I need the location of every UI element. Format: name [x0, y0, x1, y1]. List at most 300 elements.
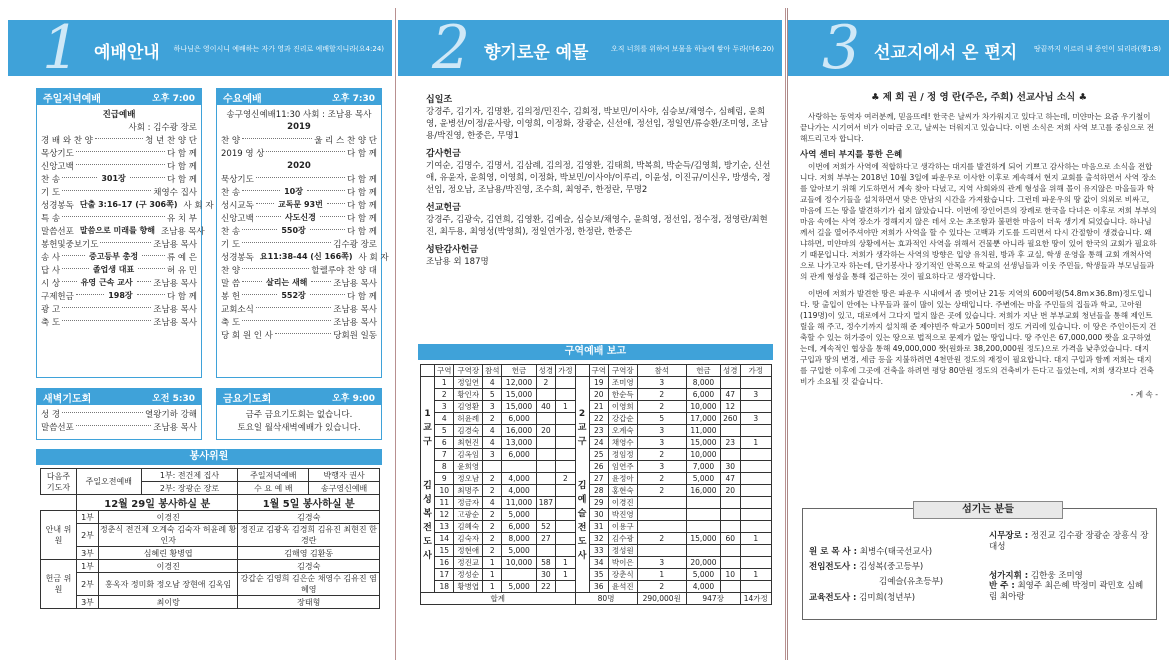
table-total-row [421, 593, 772, 605]
table-row [421, 425, 772, 437]
page-number: 2 [432, 13, 471, 83]
table-cell: 40 [536, 401, 555, 413]
leader-dots [266, 151, 344, 152]
row-label: 신앙고백 [41, 161, 74, 172]
table-cell: 박진영 [609, 509, 638, 521]
table-cell: 187 [536, 497, 555, 509]
table-cell: 47 [721, 473, 740, 485]
table-cell: 17,000 [686, 413, 720, 425]
table-cell [740, 521, 772, 533]
page-banner [398, 13, 782, 83]
service-row [221, 224, 377, 237]
table-cell: 고광순 [454, 509, 483, 521]
offering-names: 강경주, 김기자, 김명환, 김의정/민진수, 김회정, 박보민/이사야, 심승보/채영수, 심혜림, 윤희영, 윤병선/이정/윤사랑, 이영희, 이정화, 장광순, 신선애, 정선임, 정일연/류승환/조미영, 조남용/박진영, 한중은, 무명1 [426, 107, 769, 141]
page-title: 예배안내 [94, 43, 160, 63]
table-cell: 5,000 [502, 581, 536, 593]
table-row [421, 557, 772, 569]
offering-list [426, 88, 771, 268]
table-cell [556, 377, 575, 389]
table-cell: 12 [721, 401, 740, 413]
row-detail: 말씀으로 미래를 향해 [79, 226, 155, 235]
row-label: 목상기도 [41, 148, 74, 159]
table-row [421, 485, 772, 497]
table-cell: 22 [536, 581, 555, 593]
table-cell: 8,000 [502, 533, 536, 545]
card-time: 오후 7:30 [332, 93, 375, 104]
service-row [41, 302, 197, 315]
table-cell: 5 [483, 389, 502, 401]
order-of-service [37, 105, 214, 330]
service-row [221, 146, 377, 159]
offering-heading: 성탄감사헌금 [426, 245, 479, 255]
row-detail: 10장 [284, 187, 303, 196]
table-cell: 16,000 [686, 485, 720, 497]
leader-dots [242, 320, 331, 321]
row-label: 교회소식 [221, 304, 254, 315]
table-cell: 3 [483, 401, 502, 413]
table-cell: 구역 [435, 365, 454, 377]
row-value: 다 함 께 [346, 291, 378, 302]
table-cell: 4,000 [502, 485, 536, 497]
leader-dots [137, 294, 165, 295]
row-value: 사 회 자 [358, 252, 389, 263]
row-text: 사회 : 김수광 장로 [128, 122, 197, 133]
service-row [41, 276, 197, 289]
row-label: 말씀선포 [41, 226, 74, 237]
table-cell: 58 [536, 557, 555, 569]
table-cell [740, 485, 772, 497]
table-cell [556, 485, 575, 497]
table-cell: 35 [589, 569, 608, 581]
service-row [221, 263, 377, 276]
table-cell: 1 [435, 377, 454, 389]
table-cell: 1 [556, 569, 575, 581]
row-label: 시 상 [41, 278, 61, 289]
table-cell: 5 [435, 425, 454, 437]
table-cell: 12,000 [502, 377, 536, 389]
table-cell: 합계 [421, 593, 576, 605]
table-cell: 16,000 [502, 425, 536, 437]
table-cell [536, 413, 555, 425]
row-value: 다 함 께 [346, 226, 378, 237]
table-cell: 260 [721, 413, 740, 425]
table-cell [721, 497, 740, 509]
table-cell: 최명주 [454, 485, 483, 497]
row-label: 찬 양 [221, 135, 241, 146]
offering-heading: 감사헌금 [426, 149, 461, 159]
row-label: 봉헌및중보기도 [41, 239, 99, 250]
table-cell: 36 [589, 581, 608, 593]
row-label: 말 씀 [221, 278, 241, 289]
leader-dots [62, 281, 77, 282]
card-title: 새벽기도회 [43, 393, 92, 405]
table-cell [740, 473, 772, 485]
table-cell: 김영환 [454, 401, 483, 413]
staff-entry: 시무장로 : 정진교 김수광 장광순 장흥식 장대성 [989, 531, 1149, 552]
table-cell: 장춘식 [609, 569, 638, 581]
table-cell: 2 [637, 449, 686, 461]
leader-dots [76, 151, 165, 152]
service-row [221, 289, 377, 302]
table-cell: 3 [637, 461, 686, 473]
table-cell: 6 [435, 437, 454, 449]
table-cell: 채영수 [609, 437, 638, 449]
table-cell: 2 [556, 473, 575, 485]
letter-title: ♣ 제 희 권 / 정 영 란(주은, 주희) 선교사님 소식 ♣ [870, 92, 1087, 103]
service-row [221, 302, 377, 315]
table-cell: 19 [589, 377, 608, 389]
table-cell: 10 [721, 569, 740, 581]
row-value: 다 함 께 [346, 148, 377, 159]
table-cell: 2 [435, 389, 454, 401]
table-cell: 20 [721, 485, 740, 497]
row-label: 성경봉독 [41, 200, 74, 211]
offering-names: 기여순, 김명수, 김명서, 김삼례, 김의정, 김영환, 김태희, 박복희, 박순득/김영희, 방기순, 신선애, 유윤자, 윤희영, 이영희, 이정화, 박보민/이사야/이루리, 이윤성, 이진규/이신우, 방생숙, 정선임, 정오남, 조남용/박진영, 조수희, 최영주, 한정란, 무명2 [426, 161, 771, 195]
table-cell [721, 545, 740, 557]
table-cell: 5,000 [686, 569, 720, 581]
table-cell: 20,000 [686, 557, 720, 569]
friday-prayer-card [216, 388, 382, 440]
row-detail: 교독문 93번 [277, 200, 323, 209]
table-cell: 47 [721, 389, 740, 401]
table-row [421, 497, 772, 509]
table-cell: 33 [589, 545, 608, 557]
table-cell: 정현애 [454, 545, 483, 557]
table-cell: 정성원 [609, 545, 638, 557]
row-value: 다 함 께 [346, 200, 377, 211]
service-row [41, 133, 197, 146]
page-number: 3 [822, 13, 861, 83]
table-cell: 27 [536, 533, 555, 545]
card-header [217, 389, 381, 405]
leader-dots [310, 229, 345, 230]
page-banner [788, 13, 1169, 83]
leader-dots [62, 320, 151, 321]
service-row [41, 263, 197, 276]
table-cell: 7,000 [686, 461, 720, 473]
row-label: 축 도 [41, 317, 61, 328]
table-cell: 4 [483, 437, 502, 449]
table-cell: 2 [483, 485, 502, 497]
row-value: 조남용 목사 [333, 304, 377, 315]
table-cell: 정금자 [454, 497, 483, 509]
row-label: 성 경 [41, 409, 61, 420]
table-cell: 홍현숙 [609, 485, 638, 497]
table-cell: 정임정 [609, 449, 638, 461]
table-cell [637, 521, 686, 533]
service-row [221, 185, 377, 198]
table-cell: 10,000 [686, 401, 720, 413]
leader-dots [138, 268, 165, 269]
row-label: 기 도 [221, 239, 241, 250]
table-cell: 13,000 [502, 437, 536, 449]
card-time: 오후 7:00 [152, 93, 195, 104]
service-row [41, 237, 197, 250]
table-cell: 21 [589, 401, 608, 413]
table-cell: 이영희 [609, 401, 638, 413]
table-cell: 14가정 [740, 593, 772, 605]
table-cell [556, 413, 575, 425]
table-cell: 조미영 [609, 377, 638, 389]
row-detail: 552장 [281, 291, 306, 300]
offering-heading: 선교헌금 [426, 203, 461, 213]
district-report-band: 구역예배 보고 [418, 344, 773, 360]
table-cell [740, 425, 772, 437]
leader-dots [62, 268, 89, 269]
table-cell: 김경숙 [454, 425, 483, 437]
table-cell: 이경진 [609, 497, 638, 509]
page-subtitle: 하나님은 영이시니 예배하는 자가 영과 진리로 예배할지니라(요4:24) [173, 45, 384, 53]
row-value: 다 함 께 [166, 148, 197, 159]
table-cell [536, 437, 555, 449]
table-row [421, 509, 772, 521]
table-cell: 윤석진 [609, 581, 638, 593]
row-label: 당 회 원 인 사 [221, 330, 273, 341]
leader-dots [310, 294, 345, 295]
row-value: 할렐루야 찬 양 대 [311, 265, 377, 276]
card-time: 오후 9:00 [332, 393, 375, 404]
service-row [221, 315, 377, 328]
table-cell: 12 [435, 509, 454, 521]
table-cell: 2 [637, 485, 686, 497]
table-cell: 참석 [483, 365, 502, 377]
card-time: 오전 5:30 [152, 393, 195, 404]
table-cell: 3 [740, 389, 772, 401]
row-text: 2019 [287, 121, 311, 132]
table-cell: 1 [740, 569, 772, 581]
table-cell: 1 [637, 569, 686, 581]
table-cell [556, 425, 575, 437]
table-cell: 구역장 [609, 365, 638, 377]
table-cell: 30 [536, 569, 555, 581]
friday-notice: 금주 금요기도회는 없습니다. 토요일 월삭새벽예배가 있습니다. [237, 410, 361, 433]
row-value: 김수광 장로 [333, 239, 377, 250]
table-cell: 1 [740, 437, 772, 449]
row-value: 류 예 은 [166, 252, 198, 263]
table-cell: 3 [435, 401, 454, 413]
row-value: 조남용 목사 [153, 278, 197, 289]
table-cell [637, 545, 686, 557]
leader-dots [242, 268, 309, 269]
table-cell [556, 437, 575, 449]
table-header-row [421, 365, 772, 377]
table-cell: 1 [483, 557, 502, 569]
leader-dots [76, 294, 104, 295]
table-cell: 11,000 [686, 425, 720, 437]
table-cell [556, 497, 575, 509]
table-cell: 2 [637, 389, 686, 401]
table-cell: 32 [589, 533, 608, 545]
staff-entry: 원 로 목 사 : 최병수(태국선교사) [809, 547, 933, 557]
table-cell: 윤정아 [609, 473, 638, 485]
row-value: 다 함 께 [166, 174, 198, 185]
table-cell: 1 [556, 557, 575, 569]
table-cell: 4 [483, 377, 502, 389]
leader-dots [62, 307, 151, 308]
leader-dots [76, 425, 151, 426]
table-cell: 15 [435, 545, 454, 557]
leader-dots [242, 190, 280, 191]
table-cell: 11 [435, 497, 454, 509]
page-offerings [398, 8, 782, 660]
table-cell: 6,000 [502, 521, 536, 533]
table-cell: 4 [483, 497, 502, 509]
table-cell: 10,000 [686, 449, 720, 461]
table-cell [556, 533, 575, 545]
table-cell: 3 [483, 449, 502, 461]
table-cell: 2 [536, 377, 555, 389]
table-cell [556, 545, 575, 557]
table-cell [556, 509, 575, 521]
table-cell: 10 [435, 485, 454, 497]
table-cell: 25 [589, 449, 608, 461]
table-cell: 16 [435, 557, 454, 569]
row-value: 조남용 목사 [333, 317, 377, 328]
table-cell [536, 389, 555, 401]
letter-paragraph: 이번에 저희가 발견한 땅은 파운우 시내에서 좀 벗어난 21동 지역의 600여평(54.8m×36.8m)정도입니다. 땅 출입이 안에는 나무들과 풀이 많이 있는 상태입니다. 주변에는 마을 주민들의 집들과 학교, 고아원(119명)이 있고, 대로에서 그다지 멀지 않은 곳에 있습니다. 저희가 지난 번 부부교회 청년들을 통해 제인트릴을 해 주고, 정수기까지 설치해 준 제야빈주 학교가 500미터 정도 거리에 있습니다. 이 땅은 주인이든지 건축할 수 있는 허가증이 있는 땅으로 법적으로 문제가 없는 땅입니다. 땅 주인은 67,000,000 짯을 요구하였는데, 계속적인 협상을 통해 49,000,000 짯(원화로 38,200,000원 정도)으로 가격을 낮추었습니다. 대지 구입과 땅의 변경, 세금 등을 지불하려면 4천만원 정도의 재정이 필요합니다. 대지 구입과 함께 저희는 대지를 구입한 이후에 그곳에 건축을 하려면 평당 80만원 정도의 건축비가 든다고 들었는데, 저희 생각보다 건축비가 소요될 것 같습니다. [800, 289, 1157, 386]
leader-dots [242, 138, 312, 139]
table-cell: 2 [483, 509, 502, 521]
table-cell [556, 581, 575, 593]
table-cell [721, 581, 740, 593]
staff-entry: 김예슬(유초등부) [879, 577, 944, 587]
leader-dots [256, 307, 331, 308]
card-title: 주일저녁예배 [43, 93, 101, 105]
service-row [221, 107, 377, 120]
leader-dots [130, 177, 165, 178]
table-cell: 김수광 [609, 533, 638, 545]
leader-dots [320, 216, 345, 217]
table-row [421, 569, 772, 581]
table-cell [686, 497, 720, 509]
table-cell: 구역장 [454, 365, 483, 377]
row-label: 특 송 [41, 213, 61, 224]
staff-box [802, 504, 1157, 620]
table-cell: 오계숙 [609, 425, 638, 437]
page-worship-guide [8, 8, 392, 660]
table-cell: 2 [637, 533, 686, 545]
table-cell: 4 [435, 413, 454, 425]
table-cell: 52 [536, 521, 555, 533]
table-cell: 가정 [740, 365, 772, 377]
row-label: 경 배 와 찬 양 [41, 135, 93, 146]
table-cell [740, 497, 772, 509]
table-cell [740, 557, 772, 569]
table-cell: 김혜숙 [454, 521, 483, 533]
table-row [421, 449, 772, 461]
table-cell: 6,000 [686, 389, 720, 401]
table-cell: 8,000 [686, 377, 720, 389]
service-row [41, 185, 197, 198]
table-cell: 6,000 [502, 449, 536, 461]
card-header [37, 389, 201, 405]
page-title: 선교지에서 온 편지 [874, 43, 1018, 63]
service-row [221, 133, 377, 146]
table-cell: 23 [589, 425, 608, 437]
card-header [37, 89, 201, 105]
service-volunteers-table: 다음주 기도자 주일오전예배 1부: 전건제 집사 주일저녁예배 박행자 권사 2부: 장광순 장로 수 요 예 배 송구영신예배 12월 29일 봉사하실 분 1월 5일 봉사하실 분 안내 위원 1부 이경진 김경숙 2부 정춘식 전건제 오계숙 김숙자 허윤례 황인자 정진교 김광옥 김경희 김유진 최현진 한경란 3부 심혜린 황병엽 김해영 김환동 헌금 위원 1부 이경진 김경숙 2부 홍옥자 정미화 정오남 장현애 김옥임 강갑순 김영희 김은순 채영수 김유진 염혜영 3부 최이랑 장태형 [40, 468, 380, 609]
leader-dots [62, 177, 97, 178]
table-cell: 황인자 [454, 389, 483, 401]
service-row [221, 250, 389, 263]
card-title: 금요기도회 [223, 393, 272, 405]
table-cell [483, 461, 502, 473]
row-value: 다 함 께 [346, 174, 377, 185]
staff-entry: 전임전도사 : 김성복(중고등부) [809, 562, 924, 572]
table-cell: 김옥임 [454, 449, 483, 461]
table-cell: 14 [435, 533, 454, 545]
row-text: 진급예배 [102, 109, 136, 120]
wednesday-card [216, 88, 389, 378]
table-cell: 15,000 [502, 401, 536, 413]
row-label: 성경봉독 [221, 252, 254, 263]
letter-intro: 사랑하는 동역자 여러분께, 믿음뜨레! 한국은 날씨가 차가워지고 있다고 하는데, 미얀마는 요즘 우기철이 끝나가는 시기여서 비가 이따금 오고, 날씨는 더워지고 있습니다. 이번 소식은 저희 사역 보고를 중심으로 전해드리고자 합니다. [800, 112, 1155, 143]
row-text: 송구영신예배11:30 사회 : 조남용 목사 [226, 109, 372, 120]
row-value: 다 함 께 [346, 213, 378, 224]
table-cell: 5,000 [502, 545, 536, 557]
row-label: 봉 헌 [221, 291, 241, 302]
row-value: 채영수 집사 [153, 187, 197, 198]
table-cell [721, 509, 740, 521]
row-value: 열왕기하 강해 [145, 409, 197, 420]
leader-dots [62, 255, 85, 256]
leader-dots [100, 242, 151, 243]
table-cell: 1 교 구 김 성 복 전 도 사 [421, 377, 435, 593]
table-cell [536, 473, 555, 485]
row-label: 찬 송 [221, 187, 241, 198]
table-cell: 18 [435, 581, 454, 593]
row-value: 조남용 목사 [153, 317, 197, 328]
table-cell: 참석 [637, 365, 686, 377]
table-cell: 26 [589, 461, 608, 473]
table-cell: 1 [483, 581, 502, 593]
table-cell [740, 377, 772, 389]
table-cell [637, 497, 686, 509]
service-row [221, 172, 377, 185]
table-cell: 성경 [721, 365, 740, 377]
table-cell [421, 365, 435, 377]
service-row [41, 250, 197, 263]
table-cell: 이용구 [609, 521, 638, 533]
table-cell [556, 389, 575, 401]
service-row [41, 172, 197, 185]
service-row [41, 107, 197, 120]
table-cell [686, 509, 720, 521]
table-cell [556, 449, 575, 461]
table-cell: 2 [483, 545, 502, 557]
table-cell [740, 401, 772, 413]
letter-paragraph: 이번에 저희가 사역에 적합하다고 생각하는 대지를 발견하게 되어 기쁘고 감사하는 마음으로 소식을 전합니다. 저희 부부는 2018년 10월 3일에 파운우로 이사한 이후로 계속해서 현지 교회를 출석하면서 사역 장소를 알아보기 위해 기도하면서 계속 찾아 다녔고, 지역 사회와의 관계 형성을 위해 몰이 유지않은 마을들과 학교들에 정수기들을 설치하면서 맞은 만남의 시간을 가져왔습니다. 그런데 파운우의 땅 값이 의외로 비싸고, 마음에 드는 땅을 발견하기가 쉽지 않았습니다. 이번에 장인어른의 장례로 한국을 다녀온 이후로 저희 부부의 마음 속에는 사역 장소가 정해지지 않은 데서 오는 초조함과 불편한 마음이 더욱 생기게 되었습니다. 하나님께서 길을 열어주셔야만 저희가 사역을 할 수 있다는 고백과 기도를 드리면서 다시 간절함이 생겼습니다. 왜냐하면, 미얀마의 상황에서는 효과적인 사역을 위해서 건물뿐 아니라 필요한 땅이 있어 한국의 교회가 필요하기 때문입니다. 저희가 생각하는 사역의 방향은 입양 유치원, 방과 후 교실, 학생 운영을 통해 교회 개척사역으로 나가고자 하는데, 단기봉사나 장기적인 안목으로 학교의 선생님들과 이웃 주민들, 학생들과 부모님들과의 관계 형성을 통해 접근하는 것이 필요하다고 생각합니다. [800, 162, 1157, 281]
order-of-service [37, 405, 201, 435]
row-detail: 졸업생 대표 [92, 265, 135, 274]
table-cell: 정오남 [454, 473, 483, 485]
staff-title: 섬기는 분들 [913, 501, 1063, 519]
row-detail: 301장 [101, 174, 126, 183]
table-cell: 박이은 [609, 557, 638, 569]
table-cell: 27 [589, 473, 608, 485]
table-cell: 11,000 [502, 497, 536, 509]
table-row [421, 413, 772, 425]
table-cell: 정진교 [454, 557, 483, 569]
row-detail: 살리는 새해 [265, 278, 308, 287]
service-row [221, 211, 377, 224]
table-cell [536, 461, 555, 473]
table-cell: 정성순 [454, 569, 483, 581]
table-cell: 1 [740, 533, 772, 545]
leader-dots [242, 281, 262, 282]
table-cell [536, 485, 555, 497]
row-detail: 550장 [281, 226, 306, 235]
